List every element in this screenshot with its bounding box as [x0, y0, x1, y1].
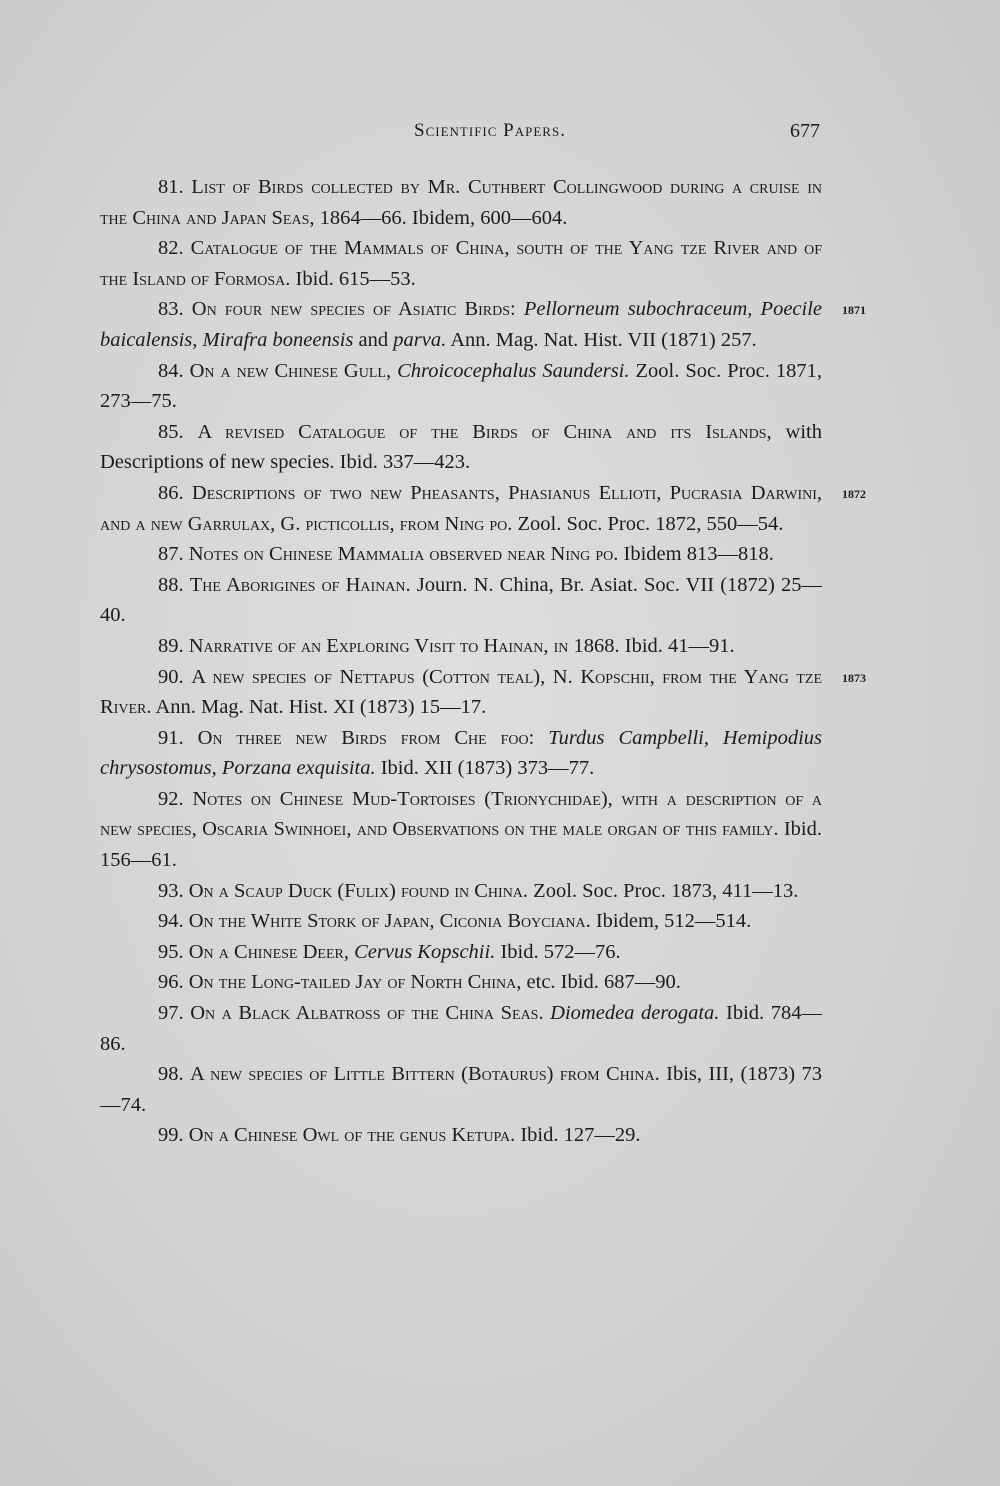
entry-title: On a new Chinese Gull, — [189, 359, 392, 382]
bibliography-entry — [100, 1059, 822, 1120]
species-names: Cervus Kopschii. — [348, 940, 496, 963]
bibliography-entry — [100, 356, 822, 417]
entry-number: 99. — [158, 1124, 184, 1147]
bibliography-entry — [100, 784, 822, 876]
entry-number: 98. — [158, 1063, 184, 1086]
entry-title: On three new Birds from Che foo: — [197, 726, 535, 749]
bibliography-entry — [100, 631, 822, 662]
bibliography-entry — [100, 1120, 822, 1151]
entry-title: Catalogue of the Mammals of China, south of the Yang tze River and of the Island of Formosa. — [100, 237, 823, 290]
entry-citation: Ibid. 784—86. — [100, 1002, 822, 1055]
entry-citation: Ann. Mag. Nat. Hist. VII (1871) 257. — [446, 328, 757, 351]
species-names: parva. — [393, 328, 447, 351]
species-names: Pellorneum subochraceum, Poecile baicalensis, Mirafra boneensis — [100, 298, 823, 351]
bibliography-entry — [100, 723, 822, 784]
bibliography-entry — [100, 906, 822, 937]
bibliography-entry — [100, 662, 866, 723]
entry-citation: Ibid. 127—29. — [515, 1124, 641, 1147]
running-head — [100, 120, 820, 150]
entry-citation: Ibid. XII (1873) 373—77. — [375, 757, 595, 780]
bibliography-entry — [100, 967, 822, 998]
entry-number: 96. — [158, 971, 184, 994]
entry-number: 90. — [158, 665, 184, 688]
bibliography-list — [100, 172, 866, 1151]
species-names: Diomedea derogata. — [543, 1002, 720, 1025]
entry-number: 86. — [158, 481, 184, 504]
entry-number: 83. — [158, 298, 184, 321]
entry-number: 87. — [158, 543, 184, 566]
bibliography-entry — [100, 417, 822, 478]
entry-number: 93. — [158, 879, 184, 902]
entry-title: On four new species of Asiatic Birds: — [191, 298, 516, 321]
entry-title: The Aborigines of Hainan. — [189, 573, 411, 596]
entry-citation: etc. Ibid. 687—90. — [521, 971, 681, 994]
margin-year: 1871 — [842, 303, 866, 318]
entry-citation: Zool. Soc. Proc. 1872, 550—54. — [512, 512, 784, 535]
bibliography-entry — [100, 998, 822, 1059]
entry-citation: Ibidem, 600—604. — [406, 206, 568, 229]
entry-title: On a Scaup Duck (Fulix) found in China. — [188, 879, 529, 902]
entry-citation: Ibid. 615—53. — [290, 267, 416, 290]
entry-number: 92. — [158, 787, 184, 810]
entry-number: 84. — [158, 359, 184, 382]
bibliography-entry — [100, 570, 822, 631]
bibliography-entry — [100, 539, 822, 570]
entry-title: On a Black Albatross of the China Seas. — [190, 1002, 544, 1025]
entry-title: On a Chinese Owl of the genus Ketupa. — [188, 1124, 516, 1147]
entry-title: A new species of Little Bittern (Botaurus) from China. — [190, 1063, 660, 1086]
entry-number: 85. — [158, 420, 184, 443]
entry-title: Narrative of an Exploring Visit to Hainan, in 1868. — [188, 634, 620, 657]
entry-number: 81. — [158, 176, 184, 198]
entry-number: 95. — [158, 940, 184, 963]
entry-title: On the Long-tailed Jay of North China, — [188, 971, 522, 994]
entry-citation: with Descriptions of new species. Ibid. 337—423. — [100, 420, 822, 474]
entry-citation: Ibidem, 512—514. — [590, 910, 752, 933]
margin-year: 1873 — [842, 670, 866, 685]
entry-title: On a Chinese Deer, — [188, 940, 349, 963]
entry-title: Notes on Chinese Mammalia observed near Ning po. — [188, 543, 619, 566]
entry-title: On the White Stork of Japan, Ciconia Boyciana. — [188, 910, 591, 933]
entry-title: A new species of Nettapus (Cotton teal), N. Kopschii, from the Yang tze River. — [100, 665, 822, 719]
margin-year: 1872 — [842, 486, 866, 501]
entry-number: 89. — [158, 634, 184, 657]
bibliography-entry — [100, 172, 822, 233]
entry-citation: Zool. Soc. Proc. 1873, 411—13. — [528, 879, 799, 902]
entry-title: A revised Catalogue of the Birds of China and its Islands, — [197, 420, 772, 443]
entry-citation: Journ. N. China, Br. Asiat. Soc. VII (1872) 25—40. — [100, 573, 822, 627]
bibliography-entry — [100, 876, 822, 907]
entry-citation: Ann. Mag. Nat. Hist. XI (1873) 15—17. — [151, 696, 487, 719]
running-head-title: Scientific Papers. — [414, 120, 566, 141]
entry-title: Descriptions of two new Pheasants, Phasianus Ellioti, Pucrasia Darwini, and a new Garrulax, G. picticollis, from Ning po. — [100, 481, 822, 535]
page-number: 677 — [790, 120, 820, 142]
bibliography-entry — [100, 233, 822, 294]
bibliography-entry — [100, 478, 866, 539]
entry-citation: Ibid. 41—91. — [619, 634, 735, 657]
entry-citation: Zool. Soc. Proc. 1871, 273—75. — [100, 359, 823, 413]
entry-title: Notes on Chinese Mud-Tortoises (Trionychidae), with a description of a new species, Oscaria Swinhoei, and Observations on the male organ of this family. — [100, 787, 823, 841]
entry-number: 94. — [158, 910, 184, 933]
entry-connector: and — [353, 328, 394, 351]
entry-number: 91. — [158, 726, 184, 749]
entry-citation: Ibid. 156—61. — [100, 818, 822, 872]
entry-number: 97. — [158, 1002, 184, 1025]
entry-title: List of Birds collected by Mr. Cuthbert Collingwood during a cruise in the China and Japan Seas, 1864—66. — [100, 176, 823, 229]
bibliography-entry — [100, 937, 822, 968]
entry-citation: Ibis, III, (1873) 73—74. — [100, 1063, 822, 1116]
species-names: Chroicocephalus Saundersi. — [391, 359, 630, 382]
entry-number: 88. — [158, 573, 184, 596]
entry-citation: Ibid. 572—76. — [495, 940, 621, 963]
bibliography-entry — [100, 294, 866, 355]
species-names: Turdus Campbelli, Hemipodius chrysostomus, Porzana exquisita. — [100, 726, 822, 780]
entry-number: 82. — [158, 237, 184, 260]
entry-citation: Ibidem 813—818. — [618, 543, 774, 566]
